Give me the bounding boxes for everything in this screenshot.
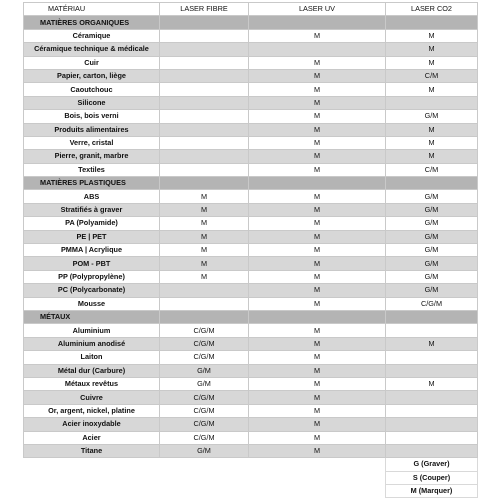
table-row	[24, 150, 478, 163]
table-row	[24, 29, 478, 42]
laser-uv-cell: M	[249, 431, 386, 444]
table-row	[24, 337, 478, 350]
material-name: PMMA | Acrylique	[24, 244, 160, 257]
laser-uv-cell: M	[249, 377, 386, 390]
laser-co2-cell: M	[386, 83, 478, 96]
material-name: PE | PET	[24, 230, 160, 243]
material-compatibility-sheet	[23, 2, 477, 498]
laser-fibre-cell: M	[160, 230, 249, 243]
laser-uv-cell: M	[249, 150, 386, 163]
legend-spacer-cell	[249, 471, 386, 484]
legend-spacer-cell	[24, 471, 160, 484]
laser-co2-cell: G/M	[386, 284, 478, 297]
table-row	[24, 297, 478, 310]
laser-uv-cell: M	[249, 297, 386, 310]
laser-fibre-cell	[160, 123, 249, 136]
section-spacer-cell	[249, 16, 386, 29]
header-laser-uv: LASER UV	[249, 3, 386, 16]
table-row	[24, 244, 478, 257]
header-row	[24, 3, 478, 16]
laser-uv-cell: M	[249, 190, 386, 203]
table-row	[24, 284, 478, 297]
material-name: Verre, cristal	[24, 136, 160, 149]
laser-uv-cell: M	[249, 217, 386, 230]
laser-co2-cell: G/M	[386, 110, 478, 123]
table-row	[24, 123, 478, 136]
material-name: Produits alimentaires	[24, 123, 160, 136]
laser-uv-cell: M	[249, 230, 386, 243]
material-name: Stratifiés à graver	[24, 203, 160, 216]
table-row	[24, 136, 478, 149]
material-name: Céramique	[24, 29, 160, 42]
table-row	[24, 418, 478, 431]
laser-co2-cell: G/M	[386, 244, 478, 257]
section-spacer-cell	[386, 310, 478, 323]
material-name: PA (Polyamide)	[24, 217, 160, 230]
laser-fibre-cell: C/G/M	[160, 337, 249, 350]
laser-fibre-cell: M	[160, 270, 249, 283]
table-row	[24, 431, 478, 444]
legend-item: S (Couper)	[386, 471, 478, 484]
laser-uv-cell: M	[249, 337, 386, 350]
laser-co2-cell	[386, 364, 478, 377]
laser-fibre-cell	[160, 110, 249, 123]
material-name: Aluminium anodisé	[24, 337, 160, 350]
table-row	[24, 163, 478, 176]
laser-co2-cell	[386, 351, 478, 364]
laser-co2-cell: G/M	[386, 217, 478, 230]
legend-spacer-cell	[24, 485, 160, 498]
legend-row	[24, 458, 478, 471]
laser-uv-cell: M	[249, 96, 386, 109]
laser-uv-cell	[249, 43, 386, 56]
material-name: Mousse	[24, 297, 160, 310]
laser-fibre-cell: C/G/M	[160, 391, 249, 404]
laser-co2-cell: G/M	[386, 190, 478, 203]
section-spacer-cell	[160, 310, 249, 323]
laser-uv-cell: M	[249, 351, 386, 364]
laser-fibre-cell: C/G/M	[160, 404, 249, 417]
table-row	[24, 203, 478, 216]
material-name: Aluminium	[24, 324, 160, 337]
laser-fibre-cell: M	[160, 244, 249, 257]
laser-fibre-cell	[160, 284, 249, 297]
section-title: MATIÈRES PLASTIQUES	[24, 177, 160, 190]
material-name: Laiton	[24, 351, 160, 364]
legend-spacer-cell	[160, 458, 249, 471]
section-spacer-cell	[160, 16, 249, 29]
laser-co2-cell: G/M	[386, 230, 478, 243]
section-spacer-cell	[160, 177, 249, 190]
section-row	[24, 310, 478, 323]
legend-row	[24, 485, 478, 498]
material-name: Métal dur (Carbure)	[24, 364, 160, 377]
laser-uv-cell: M	[249, 136, 386, 149]
section-spacer-cell	[386, 177, 478, 190]
legend-item: M (Marquer)	[386, 485, 478, 498]
laser-co2-cell: C/G/M	[386, 297, 478, 310]
legend-row	[24, 471, 478, 484]
laser-fibre-cell: G/M	[160, 444, 249, 457]
laser-co2-cell	[386, 418, 478, 431]
material-name: Acier	[24, 431, 160, 444]
laser-fibre-cell	[160, 297, 249, 310]
material-name: Papier, carton, liège	[24, 69, 160, 82]
laser-fibre-cell	[160, 96, 249, 109]
laser-fibre-cell: M	[160, 203, 249, 216]
legend-spacer-cell	[249, 485, 386, 498]
laser-co2-cell: M	[386, 123, 478, 136]
table-row	[24, 377, 478, 390]
legend-item: G (Graver)	[386, 458, 478, 471]
table-row	[24, 43, 478, 56]
laser-co2-cell: C/M	[386, 69, 478, 82]
laser-uv-cell: M	[249, 257, 386, 270]
laser-co2-cell	[386, 391, 478, 404]
material-name: PC (Polycarbonate)	[24, 284, 160, 297]
section-row	[24, 16, 478, 29]
material-name: POM - PBT	[24, 257, 160, 270]
header-laser-fibre: LASER FIBRE	[160, 3, 249, 16]
material-name: Silicone	[24, 96, 160, 109]
laser-fibre-cell	[160, 83, 249, 96]
laser-fibre-cell: M	[160, 257, 249, 270]
laser-co2-cell: C/M	[386, 163, 478, 176]
table-row	[24, 351, 478, 364]
table-body	[24, 16, 478, 458]
section-row	[24, 177, 478, 190]
laser-co2-cell: G/M	[386, 270, 478, 283]
laser-uv-cell: M	[249, 391, 386, 404]
laser-uv-cell: M	[249, 123, 386, 136]
laser-uv-cell: M	[249, 244, 386, 257]
laser-uv-cell: M	[249, 324, 386, 337]
header-laser-co2: LASER CO2	[386, 3, 478, 16]
section-title: MÉTAUX	[24, 310, 160, 323]
laser-co2-cell: G/M	[386, 203, 478, 216]
material-name: ABS	[24, 190, 160, 203]
laser-uv-cell: M	[249, 163, 386, 176]
table-row	[24, 257, 478, 270]
header-material: MATÉRIAU	[24, 3, 160, 16]
laser-co2-cell: M	[386, 29, 478, 42]
section-spacer-cell	[249, 310, 386, 323]
laser-fibre-cell: C/G/M	[160, 324, 249, 337]
laser-fibre-cell: C/G/M	[160, 351, 249, 364]
table-row	[24, 190, 478, 203]
laser-fibre-cell	[160, 150, 249, 163]
section-spacer-cell	[249, 177, 386, 190]
legend-spacer-cell	[160, 471, 249, 484]
laser-fibre-cell: C/G/M	[160, 431, 249, 444]
laser-uv-cell: M	[249, 284, 386, 297]
laser-fibre-cell: M	[160, 190, 249, 203]
legend-spacer-cell	[24, 458, 160, 471]
material-name: Or, argent, nickel, platine	[24, 404, 160, 417]
material-name: Cuivre	[24, 391, 160, 404]
laser-material-table	[23, 2, 478, 498]
material-name: Cuir	[24, 56, 160, 69]
laser-uv-cell: M	[249, 203, 386, 216]
material-name: Pierre, granit, marbre	[24, 150, 160, 163]
laser-uv-cell: M	[249, 29, 386, 42]
laser-uv-cell: M	[249, 110, 386, 123]
laser-uv-cell: M	[249, 404, 386, 417]
material-name: Bois, bois verni	[24, 110, 160, 123]
table-row	[24, 217, 478, 230]
table-row	[24, 404, 478, 417]
material-name: Acier inoxydable	[24, 418, 160, 431]
laser-co2-cell	[386, 404, 478, 417]
laser-uv-cell: M	[249, 444, 386, 457]
laser-co2-cell: G/M	[386, 257, 478, 270]
laser-fibre-cell	[160, 56, 249, 69]
material-name: Métaux revêtus	[24, 377, 160, 390]
legend-spacer-cell	[160, 485, 249, 498]
laser-fibre-cell	[160, 29, 249, 42]
material-name: Caoutchouc	[24, 83, 160, 96]
table-row	[24, 96, 478, 109]
laser-co2-cell: M	[386, 337, 478, 350]
table-row	[24, 324, 478, 337]
table-row	[24, 444, 478, 457]
laser-uv-cell: M	[249, 418, 386, 431]
laser-uv-cell: M	[249, 364, 386, 377]
table-row	[24, 364, 478, 377]
laser-uv-cell: M	[249, 69, 386, 82]
laser-fibre-cell: M	[160, 217, 249, 230]
laser-uv-cell: M	[249, 83, 386, 96]
section-spacer-cell	[386, 16, 478, 29]
laser-co2-cell: M	[386, 150, 478, 163]
material-name: Titane	[24, 444, 160, 457]
laser-fibre-cell	[160, 163, 249, 176]
legend	[24, 458, 478, 498]
laser-fibre-cell	[160, 69, 249, 82]
table-row	[24, 83, 478, 96]
table-row	[24, 391, 478, 404]
laser-co2-cell: M	[386, 136, 478, 149]
laser-fibre-cell	[160, 43, 249, 56]
laser-co2-cell: M	[386, 43, 478, 56]
laser-fibre-cell	[160, 136, 249, 149]
laser-fibre-cell: G/M	[160, 377, 249, 390]
laser-fibre-cell: G/M	[160, 364, 249, 377]
laser-co2-cell	[386, 444, 478, 457]
material-name: PP (Polypropylène)	[24, 270, 160, 283]
section-title: MATIÈRES ORGANIQUES	[24, 16, 160, 29]
laser-co2-cell	[386, 431, 478, 444]
table-row	[24, 110, 478, 123]
legend-spacer-cell	[249, 458, 386, 471]
laser-fibre-cell: C/G/M	[160, 418, 249, 431]
laser-uv-cell: M	[249, 270, 386, 283]
table-row	[24, 270, 478, 283]
material-name: Textiles	[24, 163, 160, 176]
laser-uv-cell: M	[249, 56, 386, 69]
laser-co2-cell: M	[386, 377, 478, 390]
table-row	[24, 56, 478, 69]
material-name: Céramique technique & médicale	[24, 43, 160, 56]
laser-co2-cell	[386, 96, 478, 109]
laser-co2-cell	[386, 324, 478, 337]
table-row	[24, 69, 478, 82]
laser-co2-cell: M	[386, 56, 478, 69]
table-row	[24, 230, 478, 243]
